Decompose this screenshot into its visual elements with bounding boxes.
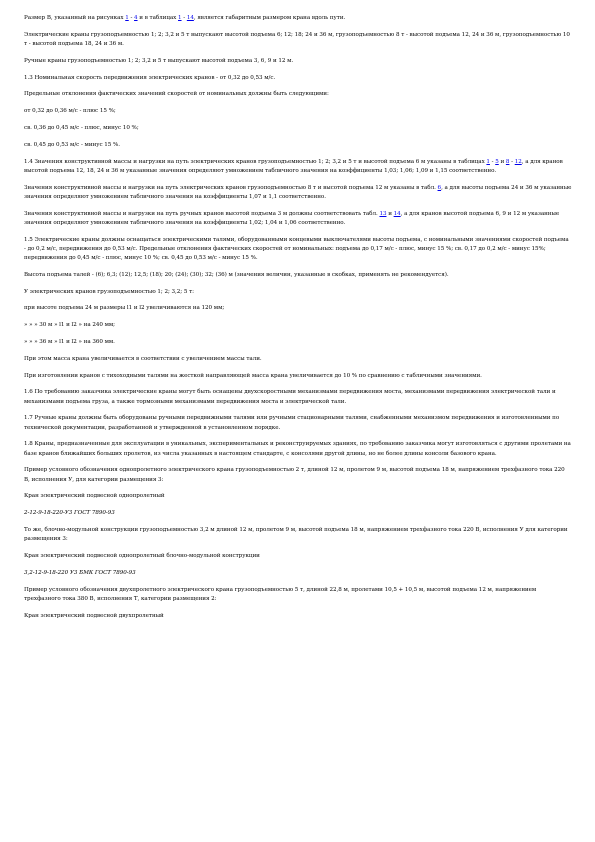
paragraph-text: Кран электрический подвесной однопролетный [24, 493, 165, 500]
paragraph-text: 2-12-9-18-220-У3 ГОСТ 7890-93 [24, 510, 115, 517]
cross-reference-link[interactable]: 14 [186, 15, 194, 21]
paragraph-p24 [24, 492, 572, 501]
paragraph-text: - [181, 15, 187, 21]
paragraph-p4 [24, 74, 572, 83]
paragraph-text: Ручные краны грузоподъемностью 1; 2; 3,2 и 5 т выпускают высотой подъема 3, 6, 9 и 12 м. [24, 57, 294, 64]
paragraph-p7 [24, 124, 572, 133]
paragraph-text: Значения конструктивной массы и нагрузки на путь ручных кранов высотой подъема 3 м должны соответствовать табл. [24, 210, 380, 217]
cross-reference-link[interactable]: 1 [178, 15, 182, 21]
paragraph-text: св. 0,36 до 0,45 м/с - плюс, минус 10 %; [24, 124, 139, 131]
paragraph-text: и [386, 210, 394, 217]
paragraph-text: - [509, 158, 515, 165]
paragraph-p25 [24, 509, 572, 518]
cross-reference-link[interactable]: 1 [486, 158, 490, 165]
paragraph-p5 [24, 90, 572, 99]
paragraph-text: Электрические краны грузоподъемностью 1; 2; 3,2 и 5 т выпускают высотой подъема 6; 12; 18; 24 и 36 м, грузоподъемностью 8 т - высотой подъема 12, 24 и 36 м, грузоподъемностью 10 т - высотой подъема 18, 24 и 36 м. [24, 31, 570, 47]
cross-reference-link[interactable]: 4 [134, 15, 138, 21]
paragraph-p26 [24, 526, 572, 544]
paragraph-text: 1.4 Значения конструктивной массы и нагрузки на путь электрических кранов грузоподъемностью 1; 2; 3,2 и 5 т и высотой подъема 6 м указаны в таблицах [24, 158, 487, 165]
paragraph-p19 [24, 372, 572, 381]
paragraph-text: Предельные отклонения фактических значений скоростей от номинальных должны быть следующими: [24, 91, 329, 98]
cross-reference-link[interactable]: 1 [125, 15, 129, 21]
paragraph-text: » » » 30 м » l1 и l2 » на 240 мм; [24, 322, 116, 329]
paragraph-text: 1.8 Краны, предназначенные для эксплуатации в уникальных, экспериментальных и реконструируемых зданиях, по требованию заказчика могут изготовляться с другими пролетами на базе кранов ближайших больших пролетов, из числа указанных в настоящем стандарте, с консолями другой длины, но не более длины консоли базового крана. [24, 441, 571, 457]
paragraph-p30 [24, 612, 572, 621]
paragraph-p1 [24, 14, 572, 23]
paragraph-text: То же, блочно-модульной конструкции грузоподъемностью 3,2 м длиной 12 м, пролетом 9 м, высотой подъема 18 м, напряжением трехфазного тока 220 В, исполнения У для категории размещения 3: [24, 526, 568, 543]
paragraph-text: , а для высоты подъема 24 и 36 м указанные значения определяют умножением табличного значения на коэффициенты 1,07 и 1,1 соответственно. [24, 184, 572, 200]
paragraph-text: 3,2-12-9-18-220 У3 БМК ГОСТ 7890-93 [24, 569, 136, 576]
document-body [24, 14, 572, 628]
cross-reference-link[interactable]: 13 [379, 210, 387, 217]
paragraph-text: » » » 36 м » l1 и l2 » на 360 мм. [24, 338, 115, 345]
paragraph-text: при высоте подъема 24 м размеры l1 и l2 увеличиваются на 120 мм; [24, 305, 225, 312]
paragraph-text: При изготовлении кранов с тихоходными талями на жесткой направляющей масса крана увеличивается до 10 % по сравнению с табличными значениями. [24, 372, 482, 379]
paragraph-text: Кран электрический подвесной однопролетный блочно-модульной конструкции [24, 552, 260, 559]
paragraph-p18 [24, 355, 572, 364]
paragraph-text: , а для кранов высотой подъема 6, 9 и 12 м указанные значения определяют умножением табличного значения на коэффициенты 1,02; 1,04 и 1,06 соответственно. [24, 210, 560, 226]
paragraph-text: Значения конструктивной массы и нагрузки на путь электрических кранов грузоподъемностью 8 т и высотой подъема 12 м указаны в табл. [24, 184, 438, 191]
paragraph-p13 [24, 271, 572, 280]
paragraph-text: - [489, 158, 496, 165]
paragraph-p21 [24, 414, 572, 432]
paragraph-text: 1.7 Ручные краны должны быть оборудованы ручными передвижными талями или ручными стационарными талями, снабженными механизмом передвижения и изготовленными по технической документации, разработанной и утвержденной в установленном порядке. [24, 415, 560, 431]
paragraph-text: У электрических кранов грузоподъемностью 1; 2; 3,2; 5 т: [24, 288, 194, 295]
paragraph-p20 [24, 388, 572, 406]
paragraph-text: , а для кранов высотой подъема 12, 18, 24 и 36 м указанные значения определяют умножением табличного значения на коэффициенты 1,03; 1,06; 1,09 и 1,15 соответственно. [24, 158, 563, 174]
paragraph-text: и [498, 158, 506, 165]
paragraph-p3 [24, 57, 572, 66]
cross-reference-link[interactable]: 12 [514, 158, 522, 165]
paragraph-text: , является габаритным размером крана вдоль пути. [193, 15, 346, 21]
paragraph-text: от 0,32 до 0,36 м/с - плюс 15 %; [24, 108, 116, 115]
paragraph-text: 1.6 По требованию заказчика электрические краны могут быть оснащены двухскоростными механизмами передвижения моста, механизмами передвижения электрической тали и механизмами подъема груза, а также тормозными механизмами передвижения моста и электрической тали. [24, 389, 556, 405]
cross-reference-link[interactable]: 14 [393, 210, 401, 217]
paragraph-p15 [24, 304, 572, 313]
paragraph-p16 [24, 321, 572, 330]
paragraph-text: - [128, 15, 135, 21]
paragraph-text: Кран электрический подвесной двухпролетный [24, 612, 164, 619]
paragraph-p8 [24, 141, 572, 150]
paragraph-p14 [24, 288, 572, 297]
paragraph-p2 [24, 31, 572, 49]
cross-reference-link[interactable]: 5 [495, 158, 499, 165]
paragraph-text: 1.3 Номинальная скорость передвижения электрических кранов - от 0,32 до 0,53 м/с. [24, 74, 276, 81]
paragraph-text: и в таблицах [137, 15, 179, 21]
paragraph-p9 [24, 158, 572, 176]
paragraph-p23 [24, 466, 572, 484]
paragraph-p22 [24, 440, 572, 458]
paragraph-text: св. 0,45 до 0,53 м/с - минус 15 %. [24, 141, 121, 148]
cross-reference-link[interactable]: 8 [505, 158, 510, 165]
cross-reference-link[interactable]: 6 [437, 184, 442, 191]
paragraph-p10 [24, 184, 572, 202]
paragraph-text: 1.5 Электрические краны должны оснащаться электрическими талями, оборудованными концевыми выключателями высоты подъема, с номинальными значениями скоростей подъема - до 0,2 м/с, передвижения до 0,53 м/с. Предельные отклонения фактических скоростей от номинальных: подъема до 0,17 м/с - плюс, минус 15 %; св. 0,17 до 0,2 м/с - минус 15%; передвижения до 0,45 м/с - плюс, минус 10 %; св. 0,45 до 0,53 м/с - минус 15 %. [24, 236, 569, 261]
paragraph-p6 [24, 107, 572, 116]
paragraph-text: Пример условного обозначения двухпролетного электрического крана грузоподъемностью 5 т, длиной 22,8 м, пролетами 10,5 + 10,5 м, высотой подъема 12 м, напряжением трехфазного тока 380 В, исполнения Т, категории размещения 2: [24, 586, 537, 602]
paragraph-p11 [24, 210, 572, 228]
paragraph-p12 [24, 236, 572, 264]
paragraph-text: При этом масса крана увеличивается в соответствии с увеличением массы тали. [24, 355, 262, 362]
paragraph-text: Пример условного обозначения однопролетного электрического крана грузоподъемностью 2 т, длиной 12 м, пролетом 9 м, высотой подъема 18 м, напряжением трехфазного тока 220 В, исполнения У, для категории размещения 3: [24, 467, 565, 483]
paragraph-p17 [24, 338, 572, 347]
paragraph-p27 [24, 552, 572, 561]
paragraph-text: Высота подъема талей - (6); 6,3; (12); 12,5; (18); 20; (24); (30); 32; (36) м (значения величин, указанные в скобках, применять не рекомендуется). [24, 271, 449, 278]
paragraph-p29 [24, 586, 572, 604]
paragraph-p28 [24, 569, 572, 578]
paragraph-text: Размер B, указанный на рисунках [24, 15, 126, 21]
